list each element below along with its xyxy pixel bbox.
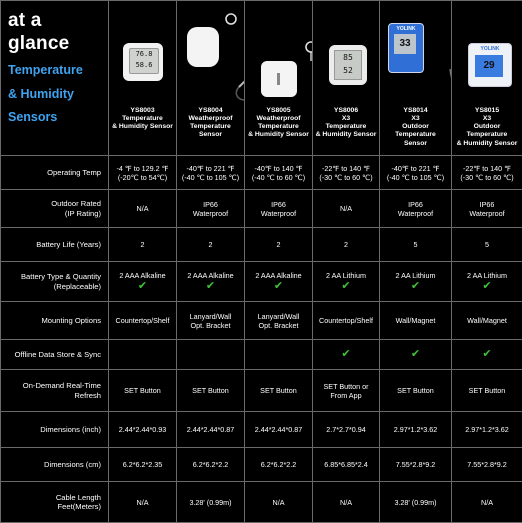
row-label (1, 448, 109, 482)
probe-cable-icon (416, 7, 452, 107)
product-name-line-3: & Humidity Sensor (454, 140, 520, 148)
cell-text: N/A (454, 498, 520, 507)
table-cell (380, 228, 452, 262)
cell-text: 2 AA Lithium (382, 271, 449, 280)
table-cell (313, 340, 380, 370)
table-cell (380, 340, 452, 370)
sensor-device-icon (261, 61, 297, 97)
cell-text: 2.44*2.44*0.93 (111, 425, 174, 434)
device-screen-top: 85 (335, 51, 361, 64)
title-block (1, 1, 109, 156)
brand-label: YOLINK (469, 46, 511, 52)
product-code: YS8005 (247, 107, 310, 115)
table-cell (313, 190, 380, 228)
table-cell (177, 262, 245, 302)
table-cell (177, 370, 245, 412)
table-cell (380, 156, 452, 190)
cell-text: Lanyard/Wall (179, 312, 242, 321)
sensor-device-icon (329, 45, 367, 85)
table-row (1, 156, 522, 190)
product-ys8006 (313, 1, 380, 156)
row-label-text: Battery Type & Quantity (3, 272, 101, 281)
check-icon: ✔ (454, 348, 520, 361)
subtitle-line-1: Temperature (8, 59, 108, 83)
cell-text: 2 (315, 240, 377, 249)
table-cell (380, 302, 452, 340)
cell-text: (-30 ℃ to 60 ℃) (315, 173, 377, 182)
cell-text: -22℉ to 140 ℉ (454, 164, 520, 173)
product-name-line-3: & Humidity Sensor (247, 131, 310, 139)
product-code: YS8015 (454, 107, 520, 115)
cell-text: SET Button (179, 386, 242, 395)
cell-text: 2 AAA Alkaline (111, 271, 174, 280)
row-label (1, 302, 109, 340)
cell-text: (-40 ℃ to 105 ℃) (382, 173, 449, 182)
cell-text: -4 ℉ to 129.2 ℉ (111, 164, 174, 173)
row-label (1, 340, 109, 370)
cell-text: N/A (315, 204, 377, 213)
cell-text: Waterproof (382, 209, 449, 218)
table-cell (313, 228, 380, 262)
cell-text: 2.97*1.2*3.62 (454, 425, 520, 434)
cell-text: 2 AAA Alkaline (179, 271, 242, 280)
cell-text: SET Button (247, 386, 310, 395)
table-cell (380, 482, 452, 523)
product-name-line-2: Outdoor Temperature (382, 123, 449, 139)
table-cell (177, 448, 245, 482)
table-cell (109, 262, 177, 302)
title-line-1: at a (8, 9, 108, 32)
table-row (1, 482, 522, 523)
product-name-line-2: Temperature (247, 123, 310, 131)
product-image-ys8003 (111, 7, 174, 107)
table-row (1, 228, 522, 262)
device-screen-top: 76.8 (130, 49, 158, 60)
cell-text: Opt. Bracket (179, 321, 242, 330)
table-row (1, 340, 522, 370)
product-code: YS8004 (179, 107, 242, 115)
table-cell (109, 302, 177, 340)
product-name-line-2: & Humidity Sensor (111, 123, 174, 131)
product-name-line-1: Weatherproof (247, 115, 310, 123)
table-cell (109, 370, 177, 412)
table-row (1, 448, 522, 482)
device-screen-bottom: 52 (335, 64, 361, 77)
cell-text: 7.55*2.8*9.2 (382, 460, 449, 469)
cell-text: 2 AA Lithium (315, 271, 377, 280)
cell-text: 7.55*2.8*9.2 (454, 460, 520, 469)
table-cell (109, 482, 177, 523)
cell-text: Waterproof (247, 209, 310, 218)
row-label-text: Cable Length (3, 493, 101, 502)
cell-text: SET Button (111, 386, 174, 395)
table-row (1, 370, 522, 412)
cell-text: IP66 (454, 200, 520, 209)
table-cell (177, 482, 245, 523)
cell-text: 5 (454, 240, 520, 249)
product-image-ys8005 (247, 7, 310, 107)
table-cell (245, 370, 313, 412)
cell-text: (-20℃ to 54℃) (111, 173, 174, 182)
cell-text: -40℉ to 221 ℉ (179, 164, 242, 173)
device-screen-bottom: 58.6 (130, 60, 158, 71)
row-label-text: Dimensions (inch) (3, 425, 101, 434)
row-label-text: Offline Data Store & Sync (3, 350, 101, 359)
product-ys8004 (177, 1, 245, 156)
check-icon: ✔ (315, 280, 377, 293)
table-cell (313, 302, 380, 340)
cell-text: Wall/Magnet (382, 316, 449, 325)
product-ys8014 (380, 1, 452, 156)
table-cell (452, 262, 522, 302)
check-icon: ✔ (382, 348, 449, 361)
product-ys8003 (109, 1, 177, 156)
table-cell (245, 340, 313, 370)
cell-text: 2.44*2.44*0.87 (179, 425, 242, 434)
device-screen: 33 (394, 34, 416, 54)
cell-text: N/A (111, 498, 174, 507)
cell-text: SET Button (382, 386, 449, 395)
table-cell (313, 370, 380, 412)
cell-text: From App (315, 391, 377, 400)
product-name-line-1: Weatherproof (179, 115, 242, 123)
check-icon: ✔ (382, 280, 449, 293)
product-name-line-2: Outdoor Temperature (454, 123, 520, 139)
row-label-text: Operating Temp (3, 168, 101, 177)
check-icon: ✔ (315, 348, 377, 361)
cell-text: 3.28' (0.99m) (382, 498, 449, 507)
row-label-text: Outdoor Rated (3, 199, 101, 208)
row-label-text: Mounting Options (3, 316, 101, 325)
cell-text: (-40 ℃ to 60 ℃) (247, 173, 310, 182)
cell-text: 2 (179, 240, 242, 249)
row-label (1, 412, 109, 448)
table-cell (245, 262, 313, 302)
cell-text: Countertop/Shelf (111, 316, 174, 325)
check-icon: ✔ (247, 280, 310, 293)
table-cell (313, 262, 380, 302)
table-cell (177, 412, 245, 448)
table-cell (452, 448, 522, 482)
table-cell (380, 370, 452, 412)
cell-text: Lanyard/Wall (247, 312, 310, 321)
table-cell (109, 412, 177, 448)
product-code: YS8014 (382, 107, 449, 115)
table-cell (313, 412, 380, 448)
cell-text: IP66 (179, 200, 242, 209)
cell-text: IP66 (382, 200, 449, 209)
table-cell (245, 190, 313, 228)
cell-text: -22℉ to 140 ℉ (315, 164, 377, 173)
table-cell (245, 482, 313, 523)
cell-text: Waterproof (179, 209, 242, 218)
cell-text: (-30 ℃ to 60 ℃) (454, 173, 520, 182)
table-cell (245, 412, 313, 448)
cell-text: 2.44*2.44*0.87 (247, 425, 310, 434)
cell-text: 3.28' (0.99m) (179, 498, 242, 507)
row-label-text: On-Demand Real-Time (3, 381, 101, 390)
cell-text: Waterproof (454, 209, 520, 218)
sensor-device-icon (123, 43, 163, 81)
table-cell (109, 228, 177, 262)
table-cell (313, 448, 380, 482)
table-cell (177, 190, 245, 228)
product-ys8015 (452, 1, 522, 156)
cell-text: 2 (111, 240, 174, 249)
table-cell (452, 190, 522, 228)
cell-text: 2.97*1.2*3.62 (382, 425, 449, 434)
product-name-line-3: & Humidity Sensor (315, 131, 377, 139)
table-cell (452, 228, 522, 262)
row-label (1, 228, 109, 262)
product-image-ys8004 (179, 7, 242, 107)
table-cell (109, 190, 177, 228)
cell-text: Wall/Magnet (454, 316, 520, 325)
product-image-ys8014 (382, 7, 449, 107)
product-image-ys8006 (315, 7, 377, 107)
product-header-row (1, 1, 522, 156)
cell-text: SET Button (454, 386, 520, 395)
title-line-2: glance (8, 32, 108, 55)
table-cell (177, 302, 245, 340)
row-label (1, 262, 109, 302)
product-name-line-3: Sensor (382, 140, 449, 148)
row-label (1, 190, 109, 228)
product-name-line-2: Temperature (315, 123, 377, 131)
cell-text: Countertop/Shelf (315, 316, 377, 325)
cell-text: 6.85*6.85*2.4 (315, 460, 377, 469)
table-cell (380, 190, 452, 228)
table-cell (109, 340, 177, 370)
sensor-device-icon (187, 27, 219, 67)
table-cell (452, 156, 522, 190)
row-label-text: (Replaceable) (3, 282, 101, 291)
subtitle-line-2: & Humidity (8, 83, 108, 107)
table-row (1, 302, 522, 340)
row-label-text: Dimensions (cm) (3, 460, 101, 469)
row-label-text: Battery Life (Years) (3, 240, 101, 249)
cell-text: 6.2*6.2*2.35 (111, 460, 174, 469)
cell-text: 5 (382, 240, 449, 249)
cell-text: N/A (315, 498, 377, 507)
table-cell (245, 302, 313, 340)
check-icon: ✔ (454, 280, 520, 293)
cell-text: 6.2*6.2*2.2 (179, 460, 242, 469)
cell-text: SET Button or (315, 382, 377, 391)
cell-text: Opt. Bracket (247, 321, 310, 330)
product-name-line-1: Temperature (111, 115, 174, 123)
sensor-device-icon (468, 43, 512, 87)
row-label (1, 156, 109, 190)
table-cell (109, 448, 177, 482)
table-cell (452, 482, 522, 523)
row-label (1, 482, 109, 523)
cell-text: (-40 ℃ to 105 ℃) (179, 173, 242, 182)
table-cell (245, 448, 313, 482)
product-code: YS8003 (111, 107, 174, 115)
product-name-line-2: Temperature Sensor (179, 123, 242, 139)
table-cell (313, 156, 380, 190)
subtitle-line-3: Sensors (8, 106, 108, 130)
cell-text: N/A (247, 498, 310, 507)
product-code: YS8006 (315, 107, 377, 115)
row-label-text: Feet(Meters) (3, 502, 101, 511)
cell-text: 2 AA Lithium (454, 271, 520, 280)
row-label (1, 370, 109, 412)
table-cell (177, 156, 245, 190)
row-label-text: Refresh (3, 391, 101, 400)
product-name-line-1: X3 (454, 115, 520, 123)
product-name-line-1: X3 (315, 115, 377, 123)
table-row (1, 190, 522, 228)
table-cell (380, 412, 452, 448)
cell-text: N/A (111, 204, 174, 213)
cell-text: 6.2*6.2*2.2 (247, 460, 310, 469)
table-cell (452, 340, 522, 370)
table-cell (177, 340, 245, 370)
product-ys8005 (245, 1, 313, 156)
device-screen: 29 (475, 55, 503, 77)
table-cell (245, 156, 313, 190)
row-label-text: (IP Rating) (3, 209, 101, 218)
cell-text: -40℉ to 221 ℉ (382, 164, 449, 173)
cell-text: 2.7*2.7*0.94 (315, 425, 377, 434)
cell-text: 2 (247, 240, 310, 249)
brand-label: YOLINK (389, 26, 423, 32)
table-cell (452, 370, 522, 412)
cell-text: -40℉ to 140 ℉ (247, 164, 310, 173)
check-icon: ✔ (179, 280, 242, 293)
product-image-ys8015 (454, 7, 520, 107)
check-icon: ✔ (111, 280, 174, 293)
table-cell (380, 448, 452, 482)
cell-text: 2 AAA Alkaline (247, 271, 310, 280)
table-cell (380, 262, 452, 302)
table-cell (452, 412, 522, 448)
table-cell (452, 302, 522, 340)
table-cell (313, 482, 380, 523)
cell-text: IP66 (247, 200, 310, 209)
table-cell (177, 228, 245, 262)
table-cell (109, 156, 177, 190)
table-cell (245, 228, 313, 262)
table-row (1, 262, 522, 302)
product-name-line-1: X3 (382, 115, 449, 123)
table-row (1, 412, 522, 448)
